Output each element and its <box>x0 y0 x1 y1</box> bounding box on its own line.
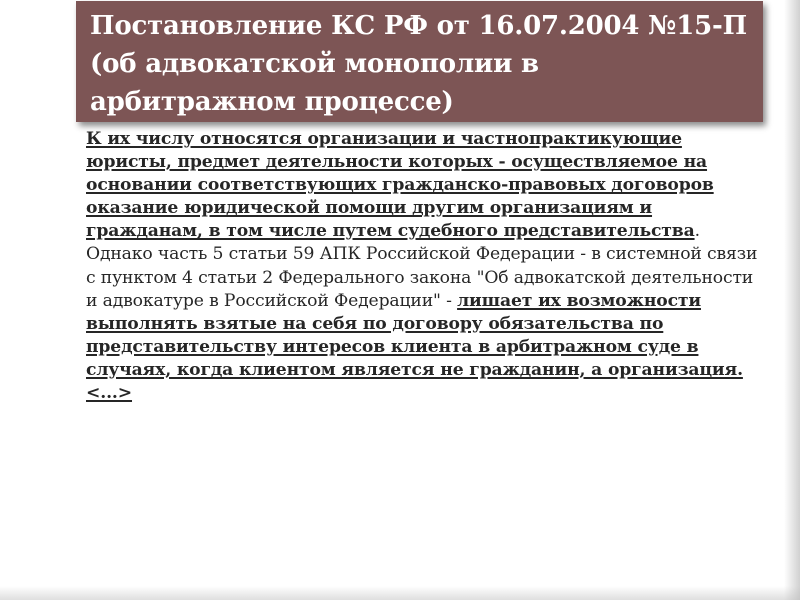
body-emphasis-1: К их числу относятся организации и частнопрактикующие юристы, предмет деятельности которых - осуществляемое на основании соответствующих гражданско-правовых договоров оказание юридической помощи другим организациям и гражданам, в том числе путем судебного представительства <box>86 129 714 242</box>
slide-edge-shadow <box>784 0 800 600</box>
title-box <box>76 1 763 122</box>
body-text <box>86 128 766 405</box>
body-emphasis-2: лишает их возможности выполнять взятые на себя по договору обязательства по представительству интересов клиента в арбитражном суде в случаях, когда клиентом является не гражданин, а организация. <...> <box>86 290 743 404</box>
body-plain-segment: . Однако часть 5 статьи 59 АПК Российской Федерации - в системной связи с пунктом 4 статьи 2 Федерального закона "Об адвокатской деятельности и адвокатуре в Российской Федерации" - <box>86 221 758 311</box>
slide-bottom-shadow <box>0 586 800 600</box>
slide-title: Постановление КС РФ от 16.07.2004 №15-П (об адвокатской монополии в арбитражном процессе) <box>90 11 747 117</box>
